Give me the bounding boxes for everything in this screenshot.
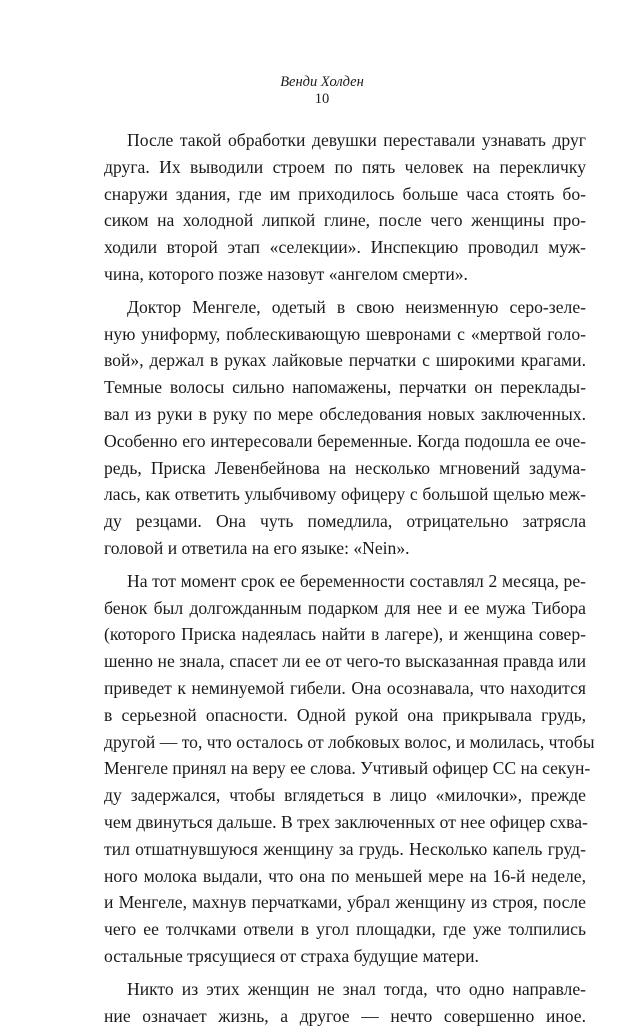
text-line: ную униформу, поблескивающую шевронами с «мертвой голо- [104, 323, 586, 344]
running-title: Венди Холден [280, 74, 364, 90]
text-line: шенно не знала, спасет ли ее от чего-то высказанная правда или [104, 651, 586, 672]
text-line: другой — то, что осталось от лобковых волос, и молилась, чтобы [104, 731, 595, 752]
text-line: тил отшатнувшуюся женщину за грудь. Несколько капель груд- [104, 838, 586, 859]
text-line: Особенно его интересовали беременные. Когда подошла ее оче- [104, 430, 586, 451]
text-line: бенок был долгожданным подарком для нее и ее мужа Тибора [104, 597, 586, 618]
text-line: друга. Их выводили строем по пять человек на перекличку [104, 156, 586, 177]
text-line: ние означает жизнь, а другое — нечто совершенно иное. [104, 1005, 586, 1026]
text-line: ду резцами. Она чуть помедлила, отрицательно затрясла [104, 511, 586, 532]
paragraph [104, 568, 595, 970]
text-line: ду задержался, чтобы вглядеться в лицо «милочки», прежде [104, 785, 586, 806]
paragraph [104, 976, 586, 1030]
text-line: чего ее толчками отвели в угол площадки, где уже толпились [104, 919, 586, 940]
text-line: После такой обработки девушки переставали узнавать друг [127, 130, 586, 150]
text-line: ного молока выдали, что она по меньшей мере на 16-й неделе, [104, 865, 586, 886]
text-line: (которого Приска надеялась найти в лагере), и женщина совер- [104, 624, 586, 645]
text-line: Доктор Менгеле, одетый в свою неизменную серо-зеле- [127, 296, 586, 317]
text-line: приведет к неминуемой гибели. Она осознавала, что находится [104, 677, 586, 698]
running-head [0, 73, 644, 107]
text-line: Менгеле принял на веру ее слова. Учтивый офицер СС на секун- [104, 758, 591, 779]
text-line: Темные волосы сильно напомажены, перчатки он переклады- [104, 377, 586, 398]
text-line: чем двинуться дальше. В трех заключенных от нее офицер схва- [104, 811, 588, 832]
text-line: Никто из этих женщин не знал тогда, что одно направле- [127, 978, 586, 999]
text-line: чина, которого позже назовут «ангелом смерти». [104, 263, 468, 284]
text-line: и Менгеле, махнув перчатками, убрал женщину из строя, после [104, 892, 586, 913]
text-line: вой», держал в руках лайковые перчатки с широкими крагами. [104, 350, 586, 371]
text-line: На тот момент срок ее беременности составлял 2 месяца, ре- [127, 570, 586, 591]
text-line: сиком на холодной липкой глине, после чего женщины про- [104, 210, 586, 231]
text-line: снаружи здания, где им приходилось больше часа стоять бо- [104, 183, 586, 204]
text-line: остальные трясущиеся от страха будущие матери. [104, 945, 479, 966]
text-line: вал из руки в руку по мере обследования новых заключенных. [104, 403, 586, 424]
text-line: головой и ответила на его языке: «Nein». [104, 537, 410, 558]
text-line: лась, как ответить улыбчивому офицеру с большой щелью меж- [104, 484, 586, 505]
body-text [104, 127, 595, 1035]
paragraph [104, 127, 586, 288]
paragraph [104, 294, 586, 562]
page-number: 10 [314, 91, 330, 107]
text-line: в серьезной опасности. Одной рукой она прикрывала грудь, [104, 704, 586, 725]
text-line: редь, Приска Левенбейнова на несколько мгновений задума- [104, 457, 586, 478]
text-line: ходили второй этап «селекции». Инспекцию проводил муж- [104, 237, 586, 258]
